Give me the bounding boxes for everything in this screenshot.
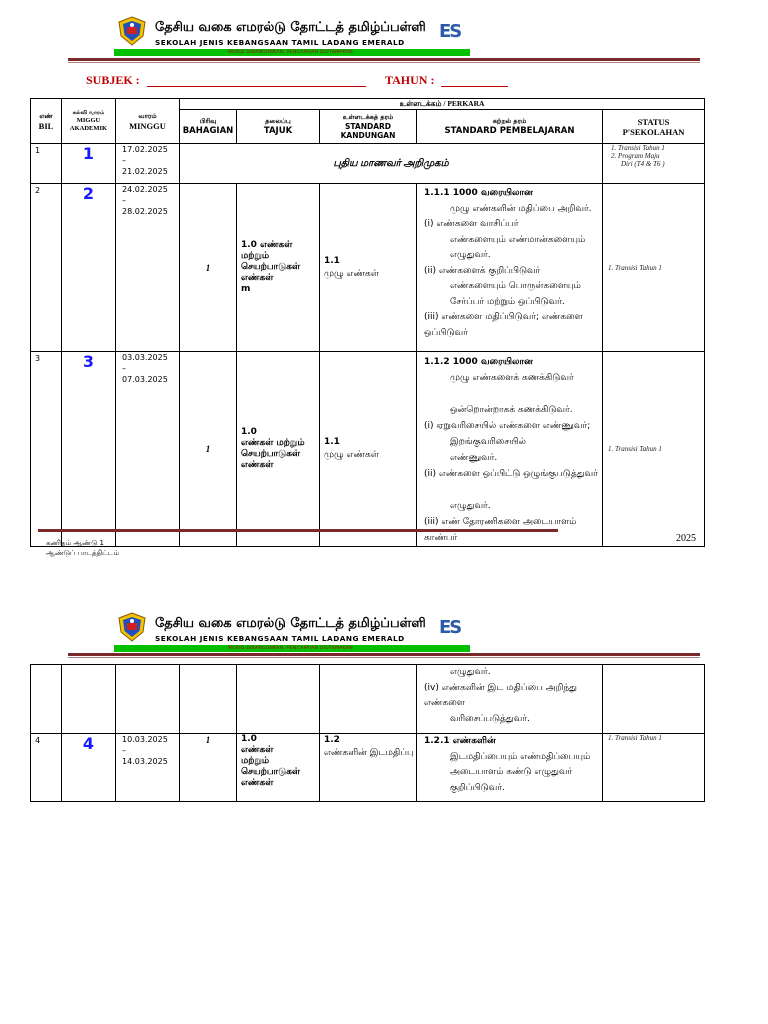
row-sp <box>417 184 602 341</box>
sp-line: (iii) எண் தோரணிகளை அடையாளம் காண்பர் <box>424 517 577 543</box>
row-bahagian: 1 <box>205 262 211 273</box>
row-sp <box>417 352 602 546</box>
row-week: 3 <box>82 352 95 371</box>
school-logo-es <box>439 21 467 43</box>
row-tajuk-5: m <box>241 284 251 294</box>
header-sp-label: STANDARD PEMBELAJARAN <box>444 126 575 136</box>
row-tajuk-2: எண்கள் <box>241 745 274 755</box>
header-divider-thin <box>68 62 700 63</box>
row-tajuk-2: எண்கள் மற்றும் <box>241 438 305 448</box>
row-date-start: 03.03.2025 <box>122 353 168 362</box>
school-name-tamil: தேசிய வகை எமரல்டு தோட்டத் தமிழ்ப்பள்ளி <box>155 20 426 35</box>
footer-line-1: கணிதம் ஆண்டு 1 <box>46 539 104 547</box>
sp-line: முழு எண்களைக் கணக்கிடுவர் <box>450 373 574 383</box>
header-sk <box>320 110 417 144</box>
header-minggu-akademik-ta: கல்வி வாரம் <box>72 109 105 116</box>
row-tajuk-4: எண்கள் <box>241 273 274 283</box>
row-status-1: 1. Transisi Tahun 1 <box>608 734 662 742</box>
row-date-end: 21.02.2025 <box>122 167 168 176</box>
footer-year: 2025 <box>676 533 696 544</box>
sp-line: எண்ணுவர். <box>450 453 498 463</box>
header-bahagian <box>180 110 237 144</box>
sp-line: (i) எண்களை வாசிப்பர் <box>424 219 519 229</box>
header-sk-ta: உள்ளடக்கத் தரம் <box>342 113 394 121</box>
sp-line: எழுதுவர். <box>450 667 491 677</box>
sp-line: (ii) எண்களைக் குறிப்பிடுவர் <box>424 265 541 276</box>
school-name-malay: SEKOLAH JENIS KEBANGSAAN TAMIL LADANG EMERALD <box>155 38 405 47</box>
row-bil: 2 <box>35 186 41 195</box>
row-date-sep: – <box>122 196 126 205</box>
row-tajuk-1: 1.0 <box>241 734 257 744</box>
header-status-label: STATUS <box>637 116 670 127</box>
row-sk-text: முழு எண்கள் <box>324 450 379 460</box>
row-date-end: 28.02.2025 <box>122 207 168 216</box>
sp-line: குறிப்பிடுவர். <box>450 782 505 793</box>
sp-line: எழுதுவர். <box>450 501 491 511</box>
row-status-1: 1. Transisi Tahun 1 <box>608 445 662 453</box>
table-row <box>31 352 705 547</box>
row-tajuk-3: செயற்பாடுகள் <box>241 262 301 272</box>
header-bahagian-label: BAHAGIAN <box>182 126 234 136</box>
sp-line: (iii) எண்களை மதிப்பிடுவர்; எண்களை ஒப்பிடுவர் <box>424 312 583 338</box>
logo-es-text: ES <box>439 617 461 638</box>
row-date-start: 10.03.2025 <box>122 735 168 744</box>
row-tajuk-4: எண்கள் <box>241 460 274 470</box>
header-bil-label: BIL <box>38 120 54 131</box>
sp-line: 1.1.2 1000 வரையிலான <box>424 357 533 367</box>
footer-divider <box>38 529 558 532</box>
row-bahagian: 1 <box>205 735 211 745</box>
row-tajuk-2: மற்றும் <box>241 251 270 261</box>
sp-line: சேர்ப்பர் மற்றும் ஒப்பிடுவர். <box>450 296 565 307</box>
header-perkara-label: உள்ளடக்கம் / PERKARA <box>399 99 485 108</box>
header-tajuk-ta: தலைப்பு <box>265 117 291 125</box>
row-sk-text: முழு எண்கள் <box>324 268 379 279</box>
sp-line <box>424 482 602 498</box>
sp-line: (ii) எண்களை ஒப்பிட்டு ஒழுங்குபடுத்துவர் <box>424 469 598 479</box>
row-week: 4 <box>82 734 95 753</box>
row-date-end: 07.03.2025 <box>122 375 168 384</box>
row-status-2: 2. Program Maju <box>611 152 660 160</box>
table-row-continued <box>31 665 705 734</box>
school-name-malay: SEKOLAH JENIS KEBANGSAAN TAMIL LADANG EMERALD <box>155 634 405 643</box>
header-divider-thin <box>68 657 700 658</box>
header-minggu-akademik <box>62 99 116 144</box>
table-row <box>31 734 705 802</box>
sp-line: ஒன்றொன்றாகக் கணக்கிடுவர். <box>450 405 573 415</box>
row-bil: 1 <box>35 146 41 155</box>
header-minggu-ta: வாரம் <box>138 111 157 120</box>
header-bil-ta: எண் <box>39 111 53 120</box>
sp-line: 1.2.1 எண்களின் <box>424 736 496 746</box>
header-minggu-akademik-label: MIGGU AKADEMIK <box>69 116 108 132</box>
sp-line: எண்களையும் பொருள்களையும் <box>450 281 581 291</box>
header-minggu <box>116 99 180 144</box>
row-sk-code: 1.1 <box>324 255 340 266</box>
row-week: 1 <box>82 144 95 163</box>
row-sk-code: 1.1 <box>324 437 340 447</box>
row-tajuk-4: செயற்பாடுகள் <box>241 767 301 777</box>
row-bil: 3 <box>35 354 41 363</box>
header-sp <box>417 110 603 144</box>
row-week: 2 <box>82 184 95 203</box>
sp-line: வரிசைப்படுத்துவர். <box>450 713 530 724</box>
header-bahagian-ta: பிரிவு <box>199 117 217 125</box>
row-date-end: 14.03.2025 <box>122 757 168 766</box>
row-tajuk-1: 1.0 எண்கள் <box>241 240 293 250</box>
header-sk-label: STANDARD KANDUNGAN <box>340 122 396 140</box>
logo-es-text: ES <box>439 21 461 42</box>
table-row <box>31 184 705 352</box>
row-bil: 4 <box>35 736 41 745</box>
tahun-label: TAHUN : <box>385 73 435 87</box>
row-date-start: 24.02.2025 <box>122 185 168 194</box>
sp-line: இறங்குவரிசையில் <box>450 437 527 447</box>
subjek-label: SUBJEK : <box>86 73 140 87</box>
row-status-1: 1. Transisi Tahun 1 <box>608 263 662 272</box>
header-tajuk-label: TAJUK <box>263 126 293 136</box>
school-crest-icon <box>117 16 147 46</box>
row-status-3: Diri (T4 & T6 ) <box>621 160 665 168</box>
orientation-message: புதிய மாணவர் அறிமுகம் <box>333 157 449 169</box>
sp-line: இடமதிப்பையும் எண்மதிப்பையும் <box>450 751 591 762</box>
row-tajuk-3: மற்றும் <box>241 756 270 766</box>
row-date-sep: – <box>122 364 126 373</box>
rpt-table-page2 <box>30 664 705 802</box>
row-tajuk-1: 1.0 <box>241 427 257 437</box>
sp-line: (iv) எண்களின் இட மதிப்பை அறிந்து எண்களை <box>424 682 577 708</box>
school-motto: MURID DIBANGUNKAN, PENCAPAIAN DIUTAMAKAN <box>228 49 353 55</box>
school-crest-icon <box>117 612 147 642</box>
header-status-label2: P'SEKOLAHAN <box>622 126 685 137</box>
rpt-table-page1 <box>30 98 705 547</box>
row-sk-code: 1.2 <box>324 735 340 745</box>
row-sk-text: எண்களின் இடமதிப்பு <box>324 748 414 758</box>
row-date-start: 17.02.2025 <box>122 145 168 154</box>
header-bil <box>31 99 62 144</box>
school-name-tamil: தேசிய வகை எமரல்டு தோட்டத் தமிழ்ப்பள்ளி <box>155 616 426 631</box>
row-bahagian: 1 <box>205 444 211 454</box>
header-status <box>603 110 705 144</box>
header-divider <box>68 653 700 656</box>
sp-line: (i) ஏறுவரிசையில் எண்களை எண்ணுவர்; <box>424 421 591 431</box>
row-tajuk-5: எண்கள் <box>241 778 274 788</box>
header-minggu-label: MINGGU <box>129 120 166 131</box>
footer-line-2: ஆண்டுப் பாடத்திட்டம் <box>46 549 119 557</box>
table-row <box>31 144 705 184</box>
header-sp-ta: கற்றல் தரம் <box>492 117 527 125</box>
row-status-1: 1. Transisi Tahun 1 <box>611 144 665 152</box>
header-tajuk <box>237 110 320 144</box>
row-sp <box>417 734 602 796</box>
sp-line: எண்களையும் எண்மான்களையும் எழுதுவர். <box>450 234 586 260</box>
sp-line: 1.1.1 1000 வரையிலான <box>424 188 533 198</box>
tahun-field-line <box>441 86 508 87</box>
row-date-sep: – <box>122 746 126 755</box>
sp-line <box>424 386 602 402</box>
header-perkara <box>180 99 705 110</box>
row-tajuk-3: செயற்பாடுகள் <box>241 449 301 459</box>
subjek-field-line <box>147 86 366 87</box>
sp-line: அடையாளம் கண்டு எழுதுவர் <box>450 767 573 777</box>
row-sp <box>417 665 602 727</box>
school-motto: MURID DIBANGUNKAN, PENCAPAIAN DIUTAMAKAN <box>228 645 353 651</box>
header-divider <box>68 58 700 61</box>
footer-subject <box>46 538 119 558</box>
school-logo-es <box>439 617 467 639</box>
row-date-sep: – <box>122 156 126 165</box>
sp-line: முழு எண்களின் மதிப்பை அறிவர். <box>450 203 592 214</box>
